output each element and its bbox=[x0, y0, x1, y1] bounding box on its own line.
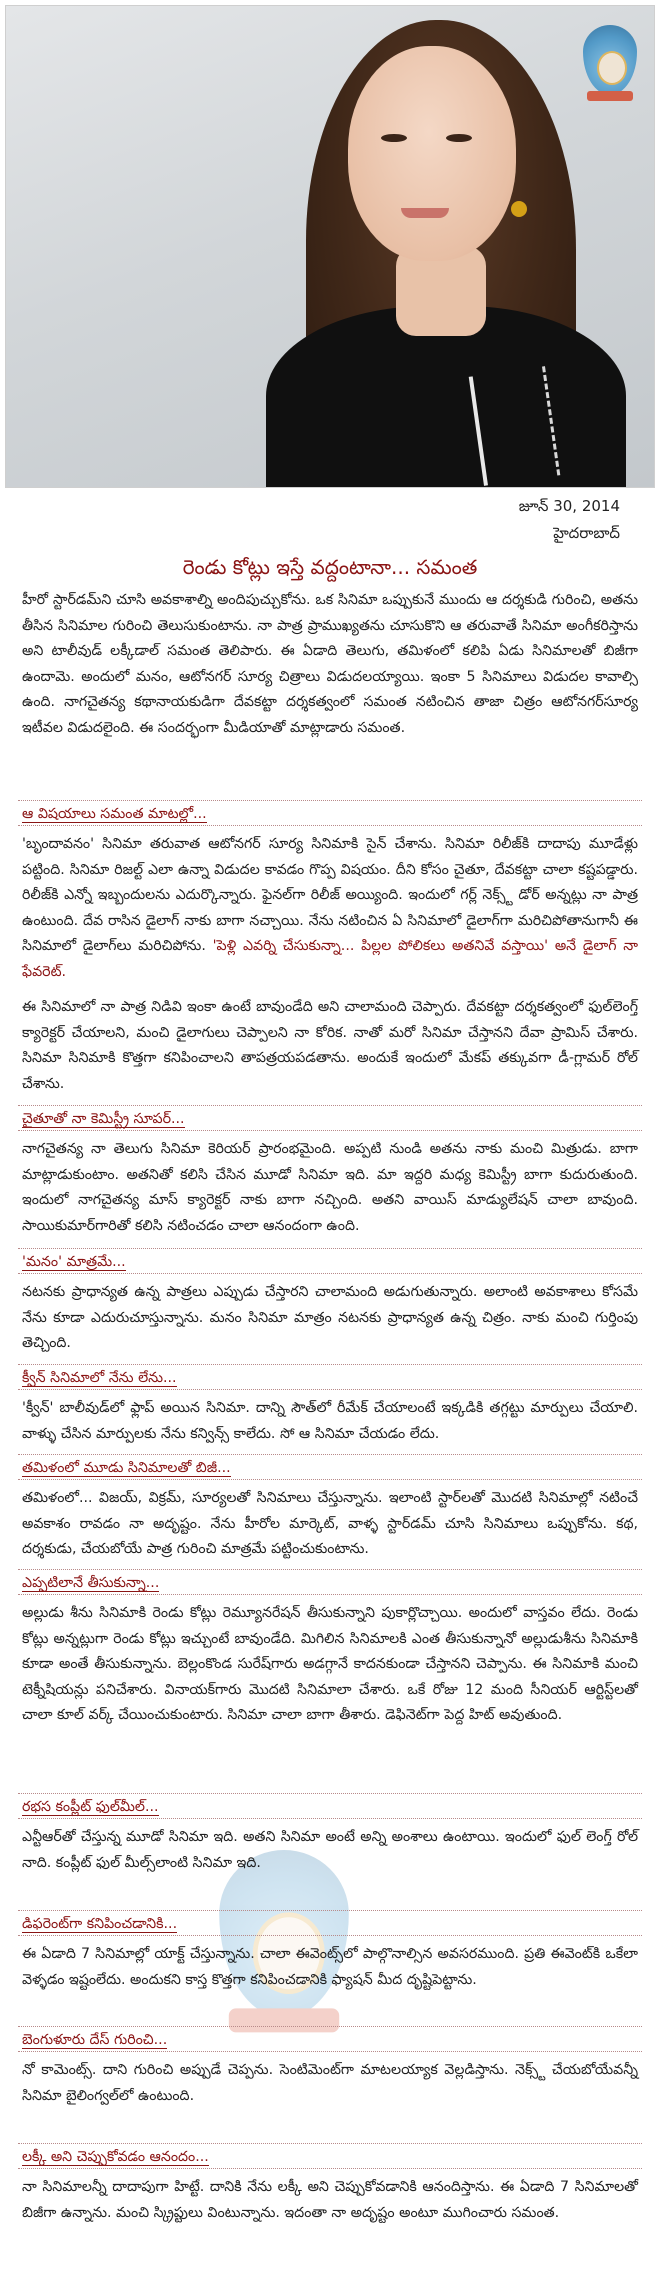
section-heading: లక్కీ అని చెప్పుకోవడం ఆనందం... bbox=[18, 2143, 642, 2169]
section-body: తమిళంలో... విజయ్, విక్రమ్, సూర్యలతో సినిమాలు చేస్తున్నాను. ఇలాంటి స్టార్‌లతో మొదటి సినిమాల్లో నటించే అవకాశం రావడం నా అదృష్టం. నేను హీరోల మార్కెట్, వాళ్ళ స్టార్‌డమ్ చూసి సినిమాలు ఒప్పుకోను. కథ, దర్శకుడు, చేయబోయే పాత్ర గురించి మాత్రమే పట్టించుకుంటాను. bbox=[22, 1490, 638, 1558]
section-body: ఈ ఏడాది 7 సినిమాల్లో యాక్ట్ చేస్తున్నాను. చాలా ఈవెంట్స్‌లో పాల్గొనాల్సిన అవసరముంది. ప్రతి ఈవెంట్‌కి ఒకేలా వెళ్ళడం ఇష్టంలేదు. అందుకని కాస్త కొత్తగా కనిపించడానికి ఫ్యాషన్ మీద దృష్టిపెట్టాను. bbox=[22, 1946, 638, 1988]
section-heading: ఎప్పటిలానే తీసుకున్నా... bbox=[18, 1569, 642, 1595]
photo-dress-print bbox=[469, 366, 561, 486]
section-body: నటనకు ప్రాధాన్యత ఉన్న పాత్రలు ఎప్పుడు చేస్తారని చాలామంది అడుగుతున్నారు. అలాంటి అవకాశాలు కోసమే నేను కూడా ఎదురుచూస్తున్నాను. మనం సినిమా మాత్రం నటనకు ప్రాధాన్యత ఉన్న చిత్రం. నాకు మంచి గుర్తింపు తెచ్చింది. bbox=[22, 1284, 638, 1352]
section-body: ఈ సినిమాలో నా పాత్ర నిడివి ఇంకా ఉంటే బావుండేది అని చాలామంది చెప్పారు. దేవకట్టా దర్శకత్వంలో ఫుల్‌లెంగ్త్ క్యారెక్టర్ చేయాలని, మంచి డైలాగులు చెప్పాలని నా కోరిక. నాతో మరో సినిమా చేస్తానని దేవా ప్రామిస్ చేశారు. సినిమా సినిమాకి కొత్తగా కనిపించాలని తాపత్రయపడతాను. అందుకే ఇందులో మేకప్ తక్కువగా డీ-గ్లామర్ రోల్ చేశాను. bbox=[22, 999, 638, 1092]
section-body: నా సినిమాలన్నీ దాదాపుగా హిట్టే. దానికి నేను లక్కీ అని చెప్పుకోవడానికి ఆనందిస్తాను. ఈ ఏడాది 7 సినిమాలతో బిజీగా ఉన్నాను. మంచి స్క్రిప్టులు వింటున్నాను. ఇదంతా నా అదృష్టం అంటూ ముగించారు సమంత. bbox=[22, 2179, 638, 2221]
favourite-dialogue-quote: 'పెళ్లి ఎవర్ని చేసుకున్నా... పిల్లల పోలికలు అతనివే వస్తాయి' అనే డైలాగ్ నా ఫేవరెట్. bbox=[22, 938, 639, 980]
section-body: అల్లుడు శీను సినిమాకి రెండు కోట్లు రెమ్యూనరేషన్ తీసుకున్నాని పుకార్లొచ్చాయి. అందులో వాస్తవం లేదు. రెండు కోట్లు అన్నట్లుగా రెండు కోట్లు ఇచ్చుంటే బావుండేది. మిగిలిన సినిమాలకి ఎంత తీసుకున్నానో అల్లుడుశీను సినిమాకి కూడా అంతే తీసుకున్నాను. బెల్లంకొండ సురేష్‌గారు అడగ్గానే కాదనకుండా చేస్తానని చెప్పాను. ఈ సినిమాకి మంచి టెక్నీషియన్లు పనిచేశారు. వినాయక్‌గారు మొదటి సినిమాలా చేశారు. ఒకే రోజు 12 మంది సీనియర్ ఆర్టిస్ట్‌లతో చాలా కూల్ వర్క్ చేయించుకుంటారు. సినిమా చాలా బాగా తీశారు. డెఫినెట్‌గా పెద్ద హిట్ అవుతుంది. bbox=[22, 1605, 638, 1724]
photo-eye-right bbox=[446, 134, 472, 142]
section-body: నాగచైతన్య నా తెలుగు సినిమా కెరియర్ ప్రారంభమైంది. అప్పటి నుండి అతను నాకు మంచి మిత్రుడు. బాగా మాట్లాడుకుంటాం. అతనితో కలిసి చేసిన మూడో సినిమా ఇది. మా ఇద్దరి మధ్య కెమిస్ట్రీ బాగా కుదురుతుంది. ఇందులో నాగచైతన్య మాస్ క్యారెక్టర్ నాకు బాగా నచ్చింది. అతని వాయిస్ మాడ్యులేషన్ చాలా బావుంది. సాయికుమార్‌గారితో కలిసి నటించడం చాలా ఆనందంగా ఉంది. bbox=[22, 1141, 638, 1234]
photo-lips bbox=[401, 208, 449, 218]
section-heading: డిఫరెంట్‌గా కనిపించడానికి... bbox=[18, 1910, 642, 1936]
section-heading: ఆ విషయాలు సమంత మాటల్లో... bbox=[18, 800, 642, 826]
photo-earring bbox=[511, 201, 527, 217]
article-place: హైదరాబాద్ bbox=[553, 524, 620, 542]
article-headline: రెండు కోట్లు ఇస్తే వద్దంటానా... సమంత bbox=[182, 555, 478, 579]
section-body: నో కామెంట్స్. దాని గురించి అప్పుడే చెప్పను. సెంటిమెంట్‌గా మాటలయ్యాక వెల్లడిస్తాను. నెక్స్ట్ చేయబోయేవన్నీ సినిమా బైలింగ్వల్‌లో ఉంటుంది. bbox=[22, 2062, 638, 2104]
section-heading: తమిళంలో మూడు సినిమాలతో బిజీ... bbox=[18, 1454, 642, 1480]
photo-face bbox=[348, 46, 516, 261]
section-heading: చైతూతో నా కెమిస్ట్రీ సూపర్... bbox=[18, 1105, 642, 1131]
article-intro: హీరో స్టార్‌డమ్‌ని చూసి అవకాశాల్ని అందిపుచ్చుకోను. ఒక సినిమా ఒప్పుకునే ముందు ఆ దర్శకుడి గురించి, అతను తీసిన సినిమాల గురించి తెలుసుకుంటాను. నా పాత్ర ప్రాముఖ్యతను చూసుకొని ఆ తరువాతే సినిమా అంగీకరిస్తాను అని టాలీవుడ్ లక్కీడాల్ సమంత తెలిపారు. ఈ ఏడాది తెలుగు, తమిళంలో కలిపి ఏడు సినిమాలతో బిజీగా ఉందామె. అందులో మనం, ఆటోనగర్ సూర్య చిత్రాలు విడుదలయ్యాయి. ఇంకా 5 సినిమాలు విడుదల కావాల్సి ఉంది. నాగచైతన్య కథానాయకుడిగా దేవకట్టా దర్శకత్వంలో సమంత నటించిన తాజా చిత్రం ఆటోనగర్‌సూర్య ఇటీవల విడుదలైంది. ఈ సందర్భంగా మీడియాతో మాట్లాడారు సమంత. bbox=[22, 592, 638, 736]
section-body: ఎన్టీఆర్‌తో చేస్తున్న మూడో సినిమా ఇది. అతని సినిమా అంటే అన్ని అంశాలు ఉంటాయి. ఇందులో ఫుల్ లెంగ్త్ రోల్ నాది. కంప్లీట్ ఫుల్ మీల్స్‌లాంటి సినిమా ఇది. bbox=[22, 1829, 638, 1871]
photo-eye-left bbox=[381, 134, 407, 142]
section-heading: క్వీన్ సినిమాలో నేను లేను... bbox=[18, 1364, 642, 1390]
section-body: 'క్వీన్' బాలీవుడ్‌లో ఫ్లాప్ అయిన సినిమా. దాన్ని సౌత్‌లో రీమేక్ చేయాలంటే ఇక్కడికి తగ్గట్టు మార్పులు చేయాలి. వాళ్ళు చేసిన మార్పులకు నేను కన్విన్స్ కాలేదు. సో ఆ సినిమా చేయడం లేదు. bbox=[22, 1400, 638, 1442]
article-date: జూన్ 30, 2014 bbox=[518, 497, 620, 515]
section-body: 'బృందావనం' సినిమా తరువాత ఆటోనగర్ సూర్య సినిమాకి సైన్ చేశాను. సినిమా రిలీజ్‌కి దాదాపు మూడేళ్లు పట్టింది. సినిమా రిజల్ట్ ఎలా ఉన్నా విడుదల కావడం గొప్ప విషయం. దీని కోసం చైతూ, దేవకట్టా చాలా కష్టపడ్డారు. రిలీజ్‌కి ఎన్నో ఇబ్బందులను ఎదుర్కొన్నారు. ఫైనల్‌గా రిలీజ్ అయ్యింది. ఇందులో గర్ల్ నెక్స్ట్ డోర్ అన్నట్లు నా పాత్ర ఉంటుంది. దేవ రాసిన డైలాగ్ నాకు బాగా నచ్చాయి. నేను నటించిన ఏ సినిమాలో డైలాగ్‌గా మరిచిపోతానుగానీ ఈ సినిమాలో డైలాగ్‌లు మరిచిపోను. 'పెళ్లి ఎవర్ని చేసుకున్నా... పిల్లల పోలికలు అతనివే వస్తాయి' అనే డైలాగ్ నా ఫేవరెట్. bbox=[22, 836, 639, 980]
section-heading: 'మనం' మాత్రమే... bbox=[18, 1248, 642, 1274]
watermark-logo-icon bbox=[575, 25, 645, 107]
section-heading: రభస కంప్లీట్ ఫుల్‌మీల్... bbox=[18, 1793, 642, 1819]
section-heading: బెంగుళూరు దేస్ గురించి... bbox=[18, 2026, 642, 2052]
article-photo bbox=[5, 5, 655, 488]
